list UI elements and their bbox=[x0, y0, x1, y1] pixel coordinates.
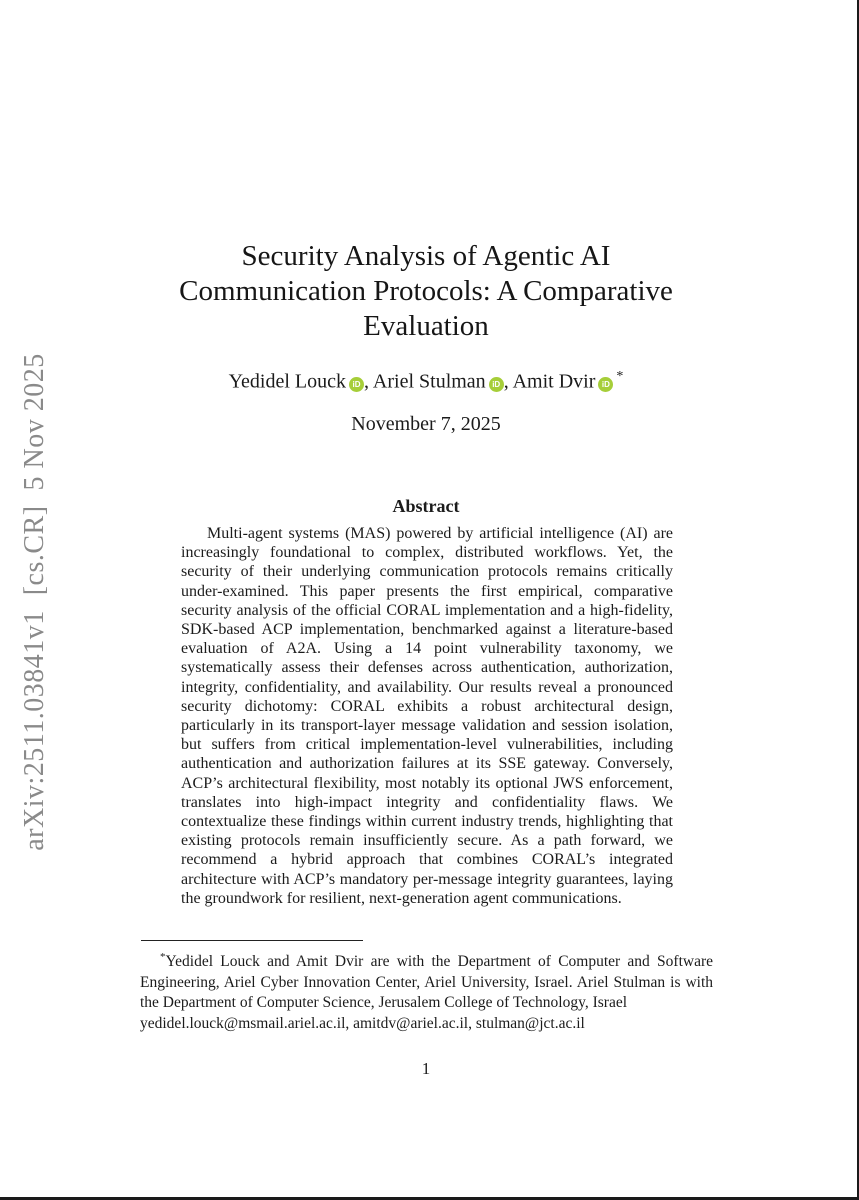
footnote-text bbox=[140, 947, 713, 1014]
author-note-marker: * bbox=[616, 369, 624, 384]
abstract-heading: Abstract bbox=[392, 496, 460, 516]
orcid-icon[interactable] bbox=[349, 377, 364, 392]
footnote-affiliations: Yedidel Louck and Amit Dvir are with the Department of Computer and Software Engineering, Ariel Cyber Innovation Center, Ariel University, Israel. Ariel Stulman is with the Department of Computer Science, Jerusalem College of Technology, Israel bbox=[140, 953, 713, 1012]
page-number: 1 bbox=[421, 1059, 431, 1078]
title-line-2: Communication Protocols: A Comparative bbox=[179, 275, 673, 307]
footnote bbox=[140, 947, 713, 1034]
page-title bbox=[140, 239, 712, 344]
author-line bbox=[140, 369, 712, 394]
title-line-1: Security Analysis of Agentic AI bbox=[241, 240, 611, 272]
orcid-icon[interactable] bbox=[598, 377, 613, 392]
footnote-marker: * bbox=[160, 951, 166, 963]
footnote-emails: yedidel.louck@msmail.ariel.ac.il, amitdv@ariel.ac.il, stulman@jct.ac.il bbox=[140, 1014, 585, 1032]
author-separator: , bbox=[503, 370, 509, 393]
abstract-text: Multi-agent systems (MAS) powered by artificial intelligence (AI) are increasingly foundational to complex, distributed workflows. Yet, the security of their underlying communication protocols remains critically under-examined. This paper presents the first empirical, comparative security analysis of the official CORAL implementation and a high-fidelity, SDK-based ACP implementation, benchmarked against a literature-based evaluation of A2A. Using a 14 point vulnerability taxonomy, we systematically assess their defenses across authentication, authorization, integrity, confidentiality, and availability. Our results reveal a pronounced security dichotomy: CORAL exhibits a robust architectural design, particularly in its transport-layer message validation and session isolation, but suffers from critical implementation-level vulnerabilities, including authentication and authorization failures at its SSE gateway. Conversely, ACP’s architectural flexibility, most notably its optional JWS enforcement, translates into high-impact integrity and confidentiality flaws. We contextualize these findings within current industry trends, highlighting that existing protocols remain insufficiently secure. As a path forward, we recommend a hybrid approach that combines CORAL’s integrated architecture with ACP’s mandatory per-message integrity guarantees, laying the groundwork for resilient, next-generation agent communications. bbox=[181, 525, 673, 907]
author-name: Ariel Stulman bbox=[372, 370, 486, 393]
page-content bbox=[140, 0, 712, 1200]
orcid-icon-label: iD bbox=[352, 379, 361, 389]
footnote-divider bbox=[141, 940, 363, 941]
orcid-icon-label: iD bbox=[601, 379, 610, 389]
orcid-icon[interactable] bbox=[489, 377, 504, 392]
author-name: Amit Dvir bbox=[512, 370, 596, 393]
author-name: Yedidel Louck bbox=[228, 370, 347, 393]
publication-date: November 7, 2025 bbox=[351, 413, 501, 435]
title-line-3: Evaluation bbox=[363, 310, 489, 342]
orcid-icon-label: iD bbox=[492, 379, 501, 389]
arxiv-stamp: arXiv:2511.03841v1 [cs.CR] 5 Nov 2025 bbox=[19, 353, 50, 851]
author-separator: , bbox=[364, 370, 370, 393]
